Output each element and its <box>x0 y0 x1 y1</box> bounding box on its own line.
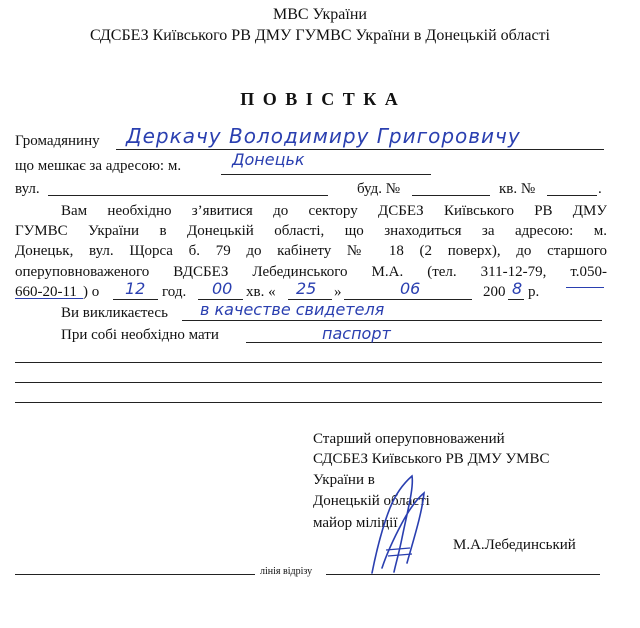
cut-line-right <box>326 574 600 575</box>
signature-icon <box>352 468 442 578</box>
apt-line <box>547 195 597 196</box>
apt-end: . <box>598 181 602 197</box>
day-handwritten: 25 <box>296 279 317 298</box>
time-prefix: ) о <box>83 284 100 300</box>
summoned-line <box>182 320 602 321</box>
year-suffix: р. <box>528 284 540 300</box>
minute-label: хв. « <box>246 284 276 300</box>
city-handwritten: Донецьк <box>232 150 305 169</box>
ministry-title: МВС України <box>273 6 367 23</box>
cut-line-label: лінія відрізу <box>260 566 313 577</box>
signer-rank: майор міліції <box>313 515 398 531</box>
signer-name: М.А.Лебединський <box>453 537 576 553</box>
recipient-name-handwritten: Деркачу Володимиру Григоровичу <box>126 124 521 148</box>
blank-line-2 <box>15 382 602 383</box>
phone-underline <box>15 298 83 299</box>
bring-handwritten: паспорт <box>322 324 391 343</box>
hour-handwritten: 12 <box>125 279 146 298</box>
body-line-2: ГУМВС України в Донецькій області, що знаходиться за адресою: м. <box>15 223 607 239</box>
apt-label: кв. № <box>499 181 536 197</box>
signer-title-1: Старший оперуповноважений <box>313 431 505 447</box>
summoned-label: Ви викликаєтесь <box>61 305 168 321</box>
bring-line <box>246 342 602 343</box>
bring-label: При собі необхідно мати <box>61 327 219 343</box>
signer-title-2: СДСБЕЗ Київського РВ ДМУ УМВС <box>313 451 550 467</box>
phone-number: 660-20-11 <box>15 284 77 300</box>
blank-line-3 <box>15 402 602 403</box>
address-city-line <box>221 174 431 175</box>
document-title: П О В І С Т К А <box>240 89 400 109</box>
street-line <box>48 195 328 196</box>
house-line <box>412 195 490 196</box>
house-label: буд. № <box>357 181 401 197</box>
body-line-3: Донецьк, вул. Щорса б. 79 до кабінету № 18 (2 поверх), до старшого <box>15 243 607 259</box>
body-line-1: Вам необхідно з’явитися до сектору ДСБЕЗ Київського РВ ДМУ <box>61 203 607 219</box>
blank-line-1 <box>15 362 602 363</box>
year-prefix: 200 <box>483 284 506 300</box>
year-ink-underline <box>566 287 604 288</box>
signer-title-4: Донецькій області <box>313 493 430 509</box>
body-line-4: оперуповноваженого ВДСБЕЗ Лебединського М.А. (тел. 311-12-79, т.050- <box>15 264 607 280</box>
year-handwritten: 8 <box>512 279 523 298</box>
minute-handwritten: 00 <box>212 279 233 298</box>
month-handwritten: 06 <box>400 279 421 298</box>
signer-title-3: України в <box>313 472 375 488</box>
address-label: що мешкає за адресою: м. <box>15 158 182 174</box>
hour-line <box>113 299 158 300</box>
recipient-label: Громадянину <box>15 133 100 149</box>
street-label: вул. <box>15 181 40 197</box>
year-line <box>508 299 524 300</box>
summoned-handwritten: в качестве свидетеля <box>200 300 385 319</box>
cut-line-left <box>15 574 255 575</box>
day-close: » <box>334 284 342 300</box>
recipient-name-line <box>116 149 604 150</box>
department-title: СДСБЕЗ Київського РВ ДМУ ГУМВС України в Донецькій області <box>90 27 550 44</box>
hour-label: год. <box>162 284 187 300</box>
